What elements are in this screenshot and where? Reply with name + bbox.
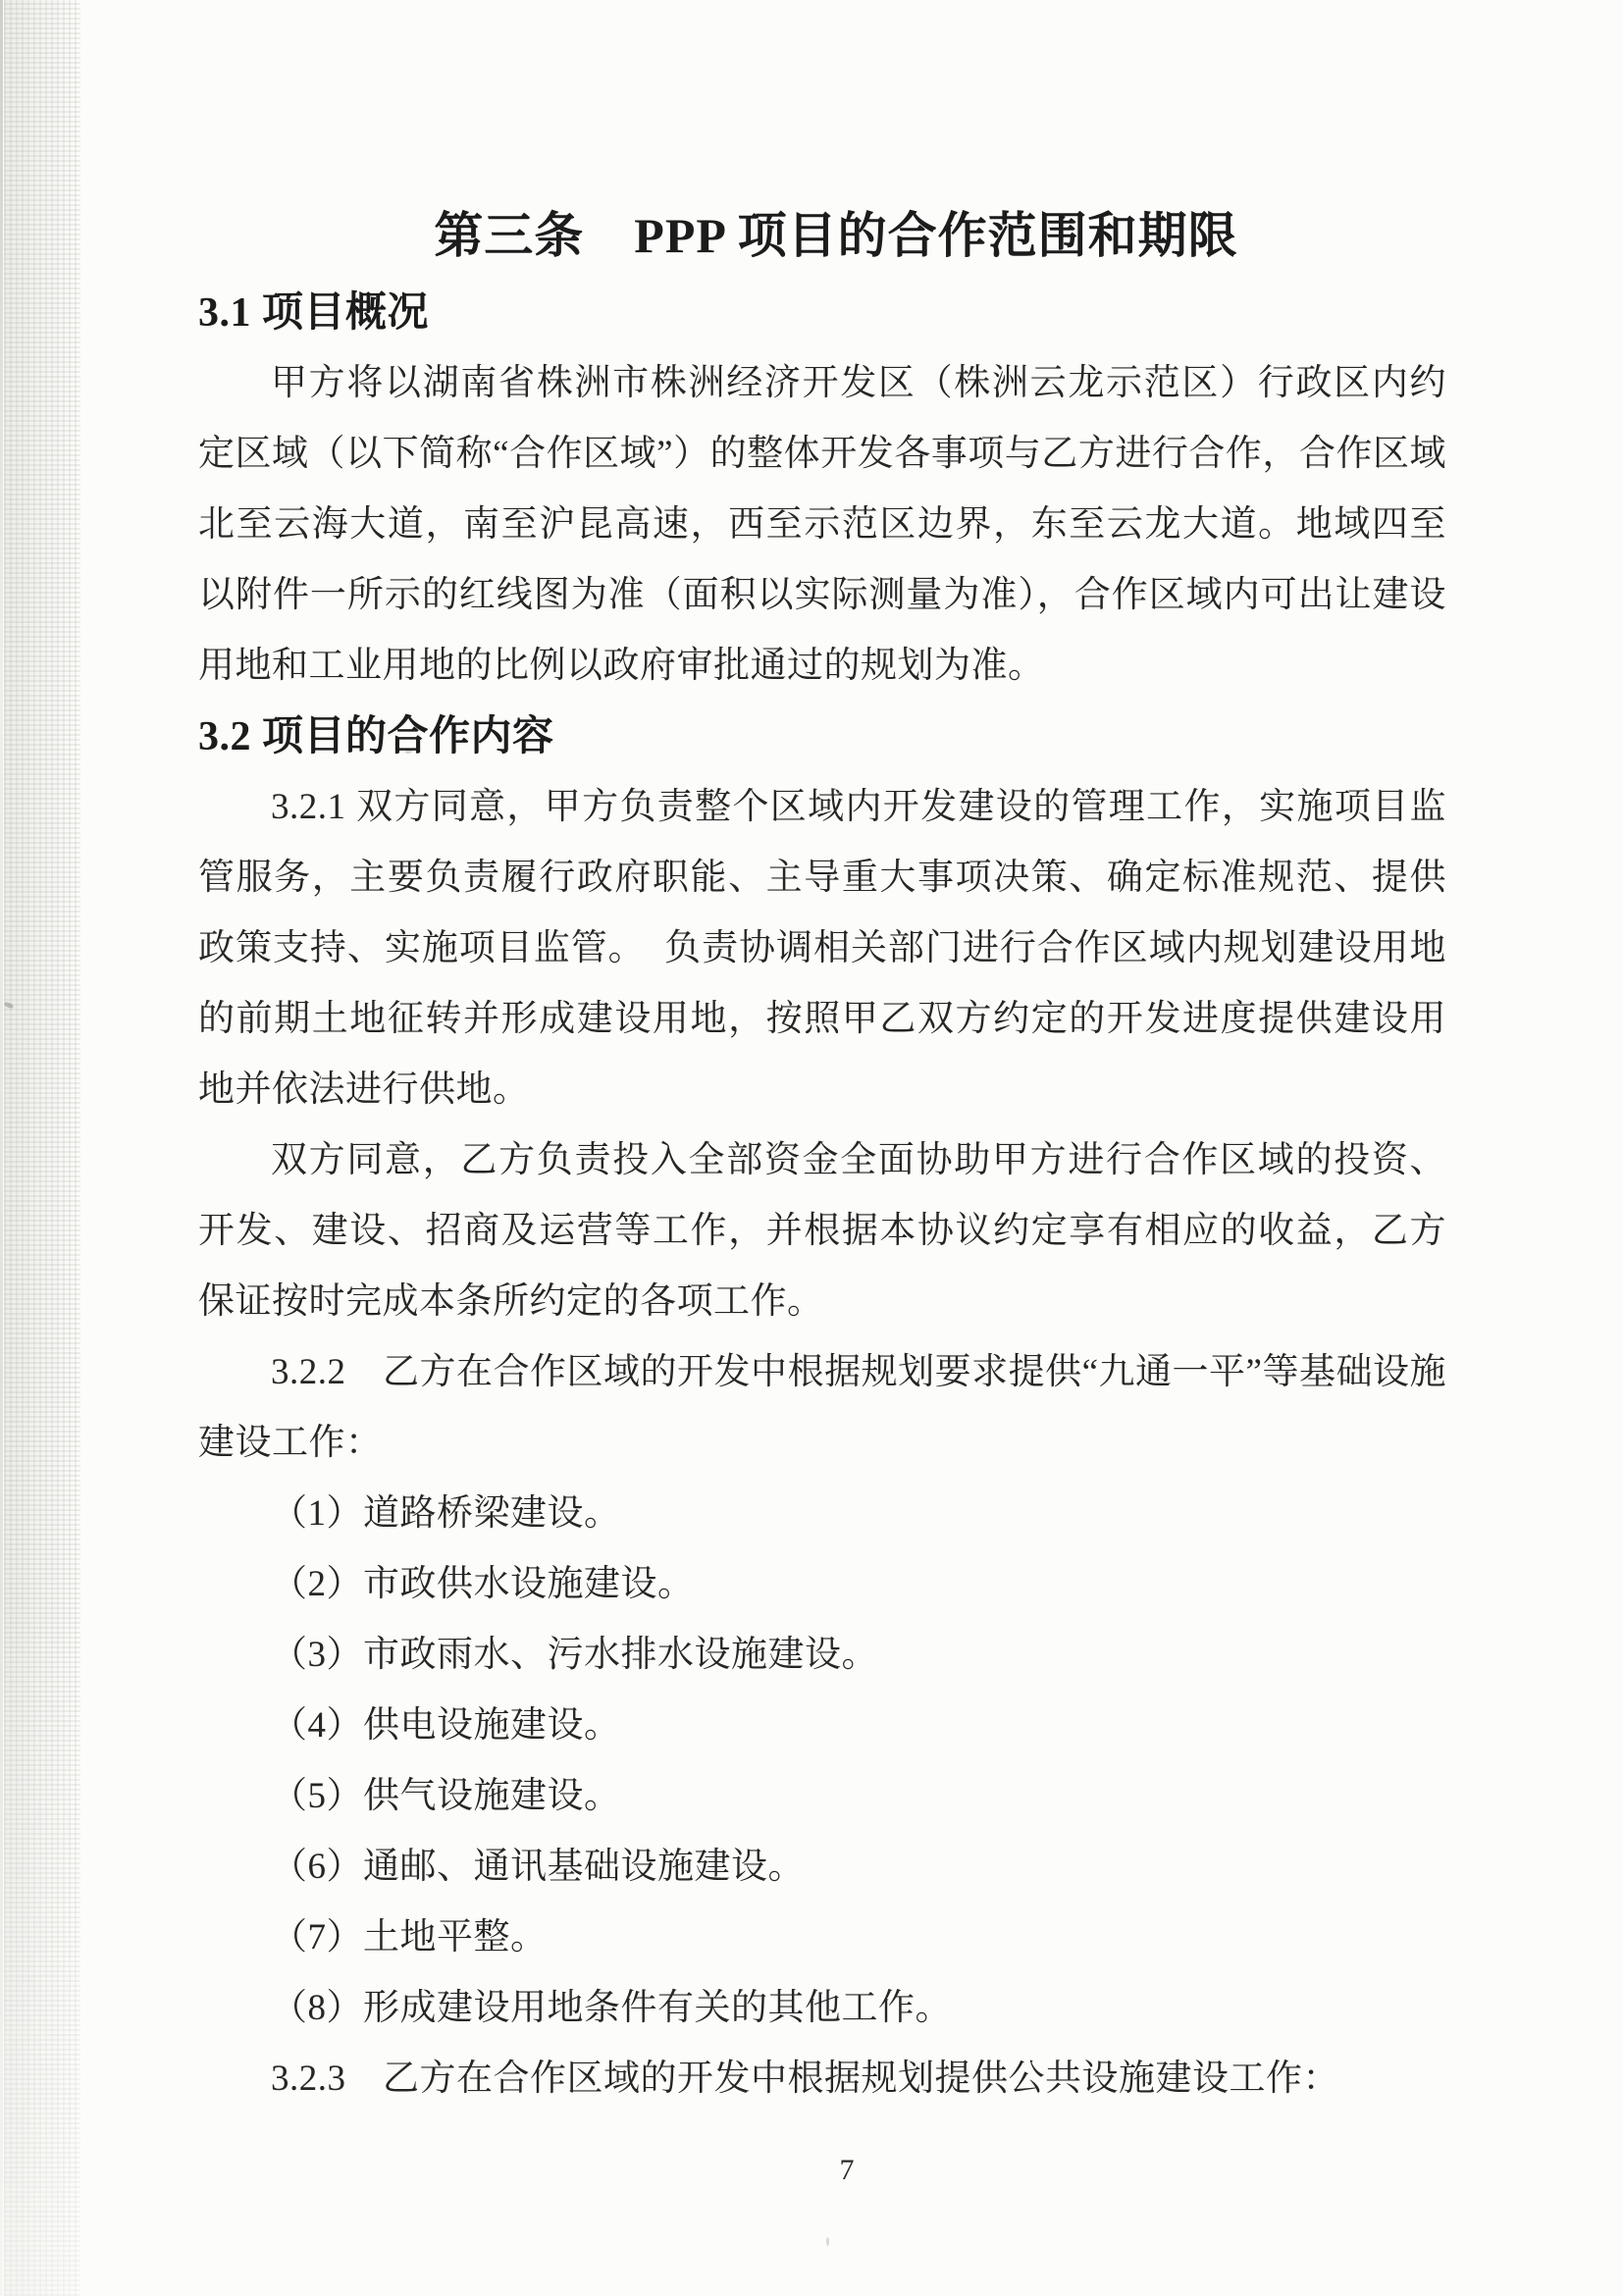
scan-speck	[826, 2237, 829, 2246]
paragraph-mutual-agreement: 双方同意，乙方负责投入全部资金全面协助甲方进行合作区域的投资、开发、建设、招商及运营等工作，并根据本协议约定享有相应的收益，乙方保证按时完成本条所约定的各项工作。	[198, 1140, 1446, 1322]
section-heading-3-1: 3.1 项目概况	[198, 290, 430, 336]
paragraph-3-2-1: 3.2.1 双方同意，甲方负责整个区域内开发建设的管理工作，实施项目监管服务，主要负责履行政府职能、主导重大事项决策、确定标准规范、提供政策支持、实施项目监管。 负责协调相关部门进行合作区域内规划建设用地的前期土地征转并形成建设用地，按照甲乙双方约定的开发进度提供建设用地并依法进行供地。	[198, 787, 1446, 1110]
page-number: 7	[839, 2154, 855, 2186]
list-item-7: （7）土地平整。	[271, 1917, 548, 1957]
list-item-2: （2）市政供水设施建设。	[271, 1564, 695, 1604]
scan-left-edge-line	[0, 0, 3, 2296]
paragraph-3-2-2: 3.2.2 乙方在合作区域的开发中根据规划要求提供“九通一平”等基础设施建设工作：	[198, 1352, 1446, 1463]
page-footer	[0, 2149, 1623, 2197]
list-item-6: （6）通邮、通讯基础设施建设。	[271, 1847, 805, 1887]
chapter-title: 第三条 PPP 项目的合作范围和期限	[434, 208, 1238, 263]
list-item-5: （5）供气设施建设。	[271, 1776, 621, 1816]
section-heading-3-2: 3.2 项目的合作内容	[198, 714, 554, 759]
list-item-4: （4）供电设施建设。	[271, 1705, 621, 1746]
paragraph-3-2-3: 3.2.3 乙方在合作区域的开发中根据规划提供公共设施建设工作：	[271, 2059, 1339, 2099]
paragraph-project-overview: 甲方将以湖南省株洲市株洲经济开发区（株洲云龙示范区）行政区内约定区域（以下简称“合作区域”）的整体开发各事项与乙方进行合作，合作区域北至云海大道，南至沪昆高速，西至示范区边界，东至云龙大道。地域四至以附件一所示的红线图为准（面积以实际测量为准），合作区域内可出让建设用地和工业用地的比例以政府审批通过的规划为准。	[198, 363, 1446, 686]
list-item-3: （3）市政雨水、污水排水设施建设。	[271, 1635, 878, 1675]
list-item-1: （1）道路桥梁建设。	[271, 1493, 621, 1534]
document-content	[198, 193, 1446, 2114]
scan-edge-artifact	[4, 0, 80, 2296]
list-item-8: （8）形成建设用地条件有关的其他工作。	[271, 1988, 952, 2028]
